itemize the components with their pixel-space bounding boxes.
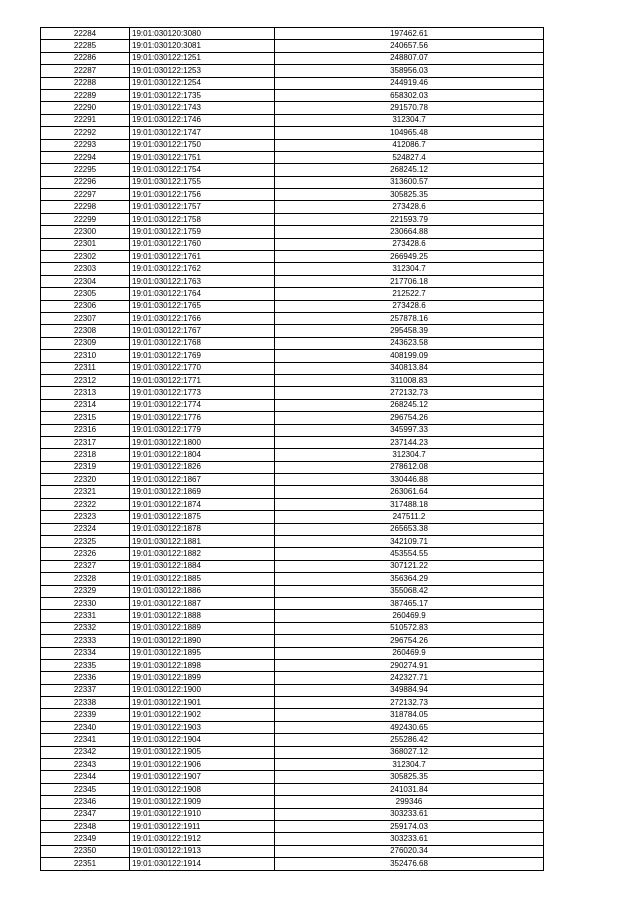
row-number-cell: 22351: [41, 858, 130, 870]
cadastral-number-cell: 19:01:030122:1913: [130, 845, 275, 857]
cadastral-value-cell: 273428.6: [275, 238, 544, 250]
table-row: [41, 858, 544, 870]
table-row: [41, 659, 544, 671]
row-number-cell: 22309: [41, 337, 130, 349]
cadastral-number-cell: 19:01:030122:1907: [130, 771, 275, 783]
cadastral-value-cell: 412086.7: [275, 139, 544, 151]
cadastral-value-cell: 312304.7: [275, 759, 544, 771]
cadastral-number-cell: 19:01:030122:1882: [130, 548, 275, 560]
row-number-cell: 22300: [41, 226, 130, 238]
cadastral-value-cell: 276020.34: [275, 845, 544, 857]
table-row: [41, 684, 544, 696]
cadastral-number-cell: 19:01:030122:1874: [130, 498, 275, 510]
cadastral-number-cell: 19:01:030122:1902: [130, 709, 275, 721]
cadastral-number-cell: 19:01:030122:1887: [130, 597, 275, 609]
cadastral-number-cell: 19:01:030122:1912: [130, 833, 275, 845]
cadastral-value-cell: 312304.7: [275, 449, 544, 461]
cadastral-value-cell: 524827.4: [275, 151, 544, 163]
row-number-cell: 22312: [41, 374, 130, 386]
cadastral-number-cell: 19:01:030122:1767: [130, 325, 275, 337]
cadastral-value-cell: 317488.18: [275, 498, 544, 510]
row-number-cell: 22326: [41, 548, 130, 560]
row-number-cell: 22292: [41, 127, 130, 139]
cadastral-value-cell: 352476.68: [275, 858, 544, 870]
cadastral-number-cell: 19:01:030122:1773: [130, 387, 275, 399]
cadastral-value-cell: 272132.73: [275, 697, 544, 709]
cadastral-value-cell: 295458.39: [275, 325, 544, 337]
table-row: [41, 449, 544, 461]
row-number-cell: 22349: [41, 833, 130, 845]
cadastral-number-cell: 19:01:030122:1901: [130, 697, 275, 709]
cadastral-number-cell: 19:01:030122:1779: [130, 424, 275, 436]
cadastral-number-cell: 19:01:030122:1764: [130, 288, 275, 300]
table-row: [41, 461, 544, 473]
row-number-cell: 22323: [41, 511, 130, 523]
row-number-cell: 22346: [41, 796, 130, 808]
table-row: [41, 213, 544, 225]
row-number-cell: 22347: [41, 808, 130, 820]
cadastral-number-cell: 19:01:030122:1735: [130, 89, 275, 101]
cadastral-number-cell: 19:01:030122:1881: [130, 536, 275, 548]
cadastral-value-cell: 268245.12: [275, 164, 544, 176]
table-row: [41, 635, 544, 647]
table-row: [41, 585, 544, 597]
cadastral-number-cell: 19:01:030122:1899: [130, 672, 275, 684]
cadastral-value-cell: 242327.71: [275, 672, 544, 684]
cadastral-value-cell: 305825.35: [275, 189, 544, 201]
table-row: [41, 734, 544, 746]
table-row: [41, 300, 544, 312]
cadastral-number-cell: 19:01:030122:1760: [130, 238, 275, 250]
row-number-cell: 22313: [41, 387, 130, 399]
table-row: [41, 672, 544, 684]
cadastral-number-cell: 19:01:030122:1754: [130, 164, 275, 176]
table-row: [41, 362, 544, 374]
row-number-cell: 22296: [41, 176, 130, 188]
table-row: [41, 312, 544, 324]
row-number-cell: 22318: [41, 449, 130, 461]
cadastral-number-cell: 19:01:030120:3080: [130, 28, 275, 40]
table-row: [41, 424, 544, 436]
row-number-cell: 22311: [41, 362, 130, 374]
cadastral-value-cell: 243623.58: [275, 337, 544, 349]
cadastral-number-cell: 19:01:030122:1906: [130, 759, 275, 771]
cadastral-number-cell: 19:01:030122:1761: [130, 251, 275, 263]
table-row: [41, 412, 544, 424]
cadastral-value-cell: 368027.12: [275, 746, 544, 758]
cadastral-number-cell: 19:01:030122:1869: [130, 486, 275, 498]
row-number-cell: 22331: [41, 610, 130, 622]
cadastral-value-cell: 658302.03: [275, 89, 544, 101]
cadastral-value-cell: 272132.73: [275, 387, 544, 399]
table-row: [41, 511, 544, 523]
table-row: [41, 746, 544, 758]
row-number-cell: 22342: [41, 746, 130, 758]
row-number-cell: 22288: [41, 77, 130, 89]
row-number-cell: 22319: [41, 461, 130, 473]
cadastral-value-cell: 492430.65: [275, 721, 544, 733]
cadastral-value-cell: 257878.16: [275, 312, 544, 324]
row-number-cell: 22291: [41, 114, 130, 126]
cadastral-number-cell: 19:01:030122:1889: [130, 622, 275, 634]
cadastral-number-cell: 19:01:030122:1914: [130, 858, 275, 870]
cadastral-number-cell: 19:01:030122:1759: [130, 226, 275, 238]
cadastral-value-cell: 303233.61: [275, 808, 544, 820]
cadastral-value-cell: 241031.84: [275, 783, 544, 795]
cadastral-number-cell: 19:01:030122:1763: [130, 275, 275, 287]
cadastral-number-cell: 19:01:030122:1768: [130, 337, 275, 349]
cadastral-number-cell: 19:01:030122:1885: [130, 573, 275, 585]
cadastral-number-cell: 19:01:030122:1908: [130, 783, 275, 795]
row-number-cell: 22315: [41, 412, 130, 424]
table-row: [41, 337, 544, 349]
cadastral-value-cell: 221593.79: [275, 213, 544, 225]
row-number-cell: 22302: [41, 251, 130, 263]
cadastral-value-cell: 296754.26: [275, 635, 544, 647]
table-row: [41, 263, 544, 275]
cadastral-number-cell: 19:01:030122:1890: [130, 635, 275, 647]
row-number-cell: 22299: [41, 213, 130, 225]
cadastral-number-cell: 19:01:030122:1898: [130, 659, 275, 671]
cadastral-number-cell: 19:01:030122:1766: [130, 312, 275, 324]
cadastral-value-cell: 255286.42: [275, 734, 544, 746]
row-number-cell: 22295: [41, 164, 130, 176]
row-number-cell: 22286: [41, 52, 130, 64]
cadastral-number-cell: 19:01:030122:1911: [130, 821, 275, 833]
table-row: [41, 325, 544, 337]
cadastral-value-cell: 408199.09: [275, 350, 544, 362]
table-row: [41, 808, 544, 820]
table-row: [41, 474, 544, 486]
table-row: [41, 436, 544, 448]
cadastral-value-cell: 303233.61: [275, 833, 544, 845]
row-number-cell: 22337: [41, 684, 130, 696]
table-row: [41, 89, 544, 101]
cadastral-number-cell: 19:01:030122:1888: [130, 610, 275, 622]
cadastral-number-cell: 19:01:030122:1886: [130, 585, 275, 597]
cadastral-value-cell: 268245.12: [275, 399, 544, 411]
cadastral-value-cell: 278612.08: [275, 461, 544, 473]
table-row: [41, 65, 544, 77]
table-row: [41, 151, 544, 163]
cadastral-value-cell: 510572.83: [275, 622, 544, 634]
table-row: [41, 399, 544, 411]
table-row: [41, 238, 544, 250]
cadastral-number-cell: 19:01:030122:1875: [130, 511, 275, 523]
cadastral-value-cell: 260469.9: [275, 647, 544, 659]
row-number-cell: 22301: [41, 238, 130, 250]
cadastral-value-cell: 265653.38: [275, 523, 544, 535]
row-number-cell: 22327: [41, 560, 130, 572]
table-row: [41, 28, 544, 40]
cadastral-number-cell: 19:01:030120:3081: [130, 40, 275, 52]
cadastral-number-cell: 19:01:030122:1253: [130, 65, 275, 77]
cadastral-number-cell: 19:01:030122:1758: [130, 213, 275, 225]
cadastral-number-cell: 19:01:030122:1756: [130, 189, 275, 201]
table-row: [41, 251, 544, 263]
cadastral-value-cell: 212522.7: [275, 288, 544, 300]
row-number-cell: 22338: [41, 697, 130, 709]
row-number-cell: 22294: [41, 151, 130, 163]
cadastral-value-cell: 290274.91: [275, 659, 544, 671]
row-number-cell: 22325: [41, 536, 130, 548]
table-row: [41, 573, 544, 585]
cadastral-number-cell: 19:01:030122:1747: [130, 127, 275, 139]
cadastral-value-cell: 312304.7: [275, 263, 544, 275]
row-number-cell: 22345: [41, 783, 130, 795]
cadastral-value-cell: 311008.83: [275, 374, 544, 386]
table-row: [41, 548, 544, 560]
cadastral-value-cell: 240657.56: [275, 40, 544, 52]
cadastral-value-cell: 273428.6: [275, 300, 544, 312]
row-number-cell: 22340: [41, 721, 130, 733]
cadastral-number-cell: 19:01:030122:1251: [130, 52, 275, 64]
row-number-cell: 22330: [41, 597, 130, 609]
cadastral-number-cell: 19:01:030122:1254: [130, 77, 275, 89]
cadastral-value-cell: 305825.35: [275, 771, 544, 783]
table-row: [41, 833, 544, 845]
cadastral-value-cell: 453554.55: [275, 548, 544, 560]
table-row: [41, 139, 544, 151]
row-number-cell: 22285: [41, 40, 130, 52]
table-row: [41, 610, 544, 622]
cadastral-value-cell: 273428.6: [275, 201, 544, 213]
row-number-cell: 22306: [41, 300, 130, 312]
cadastral-number-cell: 19:01:030122:1762: [130, 263, 275, 275]
cadastral-number-cell: 19:01:030122:1770: [130, 362, 275, 374]
cadastral-value-cell: 296754.26: [275, 412, 544, 424]
cadastral-value-cell: 248807.07: [275, 52, 544, 64]
table-row: [41, 114, 544, 126]
cadastral-value-cell: 313600.57: [275, 176, 544, 188]
cadastral-number-cell: 19:01:030122:1909: [130, 796, 275, 808]
cadastral-value-cell: 340813.84: [275, 362, 544, 374]
row-number-cell: 22297: [41, 189, 130, 201]
row-number-cell: 22284: [41, 28, 130, 40]
cadastral-number-cell: 19:01:030122:1884: [130, 560, 275, 572]
cadastral-number-cell: 19:01:030122:1804: [130, 449, 275, 461]
cadastral-value-cell: 299346: [275, 796, 544, 808]
cadastral-value-cell: 307121.22: [275, 560, 544, 572]
table-body: [41, 28, 544, 871]
table-row: [41, 498, 544, 510]
row-number-cell: 22341: [41, 734, 130, 746]
table-row: [41, 486, 544, 498]
row-number-cell: 22324: [41, 523, 130, 535]
row-number-cell: 22328: [41, 573, 130, 585]
row-number-cell: 22332: [41, 622, 130, 634]
table-row: [41, 597, 544, 609]
row-number-cell: 22339: [41, 709, 130, 721]
cadastral-value-cell: 247511.2: [275, 511, 544, 523]
cadastral-value-cell: 318784.05: [275, 709, 544, 721]
table-row: [41, 622, 544, 634]
cadastral-value-cell: 217706.18: [275, 275, 544, 287]
cadastral-value-cell: 345997.33: [275, 424, 544, 436]
cadastral-value-cell: 312304.7: [275, 114, 544, 126]
row-number-cell: 22344: [41, 771, 130, 783]
cadastral-number-cell: 19:01:030122:1776: [130, 412, 275, 424]
table-row: [41, 783, 544, 795]
row-number-cell: 22304: [41, 275, 130, 287]
row-number-cell: 22329: [41, 585, 130, 597]
row-number-cell: 22287: [41, 65, 130, 77]
table-row: [41, 647, 544, 659]
row-number-cell: 22308: [41, 325, 130, 337]
table-row: [41, 127, 544, 139]
cadastral-value-cell: 330446.88: [275, 474, 544, 486]
cadastral-value-cell: 355068.42: [275, 585, 544, 597]
table-row: [41, 201, 544, 213]
table-row: [41, 709, 544, 721]
cadastral-value-cell: 244919.46: [275, 77, 544, 89]
table-row: [41, 845, 544, 857]
cadastral-number-cell: 19:01:030122:1765: [130, 300, 275, 312]
table-row: [41, 374, 544, 386]
table-row: [41, 697, 544, 709]
cadastral-value-cell: 259174.03: [275, 821, 544, 833]
table-row: [41, 176, 544, 188]
table-row: [41, 52, 544, 64]
cadastral-value-cell: 230664.88: [275, 226, 544, 238]
cadastral-value-cell: 291570.78: [275, 102, 544, 114]
cadastral-value-cell: 387465.17: [275, 597, 544, 609]
table-row: [41, 523, 544, 535]
cadastral-number-cell: 19:01:030122:1900: [130, 684, 275, 696]
cadastral-number-cell: 19:01:030122:1878: [130, 523, 275, 535]
row-number-cell: 22350: [41, 845, 130, 857]
table-row: [41, 226, 544, 238]
row-number-cell: 22314: [41, 399, 130, 411]
row-number-cell: 22320: [41, 474, 130, 486]
table-row: [41, 536, 544, 548]
cadastral-number-cell: 19:01:030122:1774: [130, 399, 275, 411]
row-number-cell: 22298: [41, 201, 130, 213]
row-number-cell: 22335: [41, 659, 130, 671]
cadastral-number-cell: 19:01:030122:1895: [130, 647, 275, 659]
cadastral-value-cell: 349884.94: [275, 684, 544, 696]
cadastral-number-cell: 19:01:030122:1904: [130, 734, 275, 746]
table-row: [41, 350, 544, 362]
row-number-cell: 22317: [41, 436, 130, 448]
cadastral-number-cell: 19:01:030122:1750: [130, 139, 275, 151]
row-number-cell: 22305: [41, 288, 130, 300]
cadastral-number-cell: 19:01:030122:1771: [130, 374, 275, 386]
cadastral-value-cell: 356364.29: [275, 573, 544, 585]
row-number-cell: 22343: [41, 759, 130, 771]
cadastral-value-cell: 358956.03: [275, 65, 544, 77]
table-row: [41, 796, 544, 808]
table-row: [41, 189, 544, 201]
cadastral-value-cell: 266949.25: [275, 251, 544, 263]
cadastral-number-cell: 19:01:030122:1910: [130, 808, 275, 820]
row-number-cell: 22348: [41, 821, 130, 833]
cadastral-value-cell: 260469.9: [275, 610, 544, 622]
row-number-cell: 22321: [41, 486, 130, 498]
table-row: [41, 759, 544, 771]
cadastral-number-cell: 19:01:030122:1755: [130, 176, 275, 188]
cadastral-value-cell: 197462.61: [275, 28, 544, 40]
row-number-cell: 22333: [41, 635, 130, 647]
table-row: [41, 102, 544, 114]
row-number-cell: 22316: [41, 424, 130, 436]
table-row: [41, 721, 544, 733]
cadastral-value-cell: 263061.64: [275, 486, 544, 498]
row-number-cell: 22322: [41, 498, 130, 510]
row-number-cell: 22290: [41, 102, 130, 114]
table-row: [41, 77, 544, 89]
cadastral-value-table: [40, 27, 544, 871]
row-number-cell: 22310: [41, 350, 130, 362]
cadastral-number-cell: 19:01:030122:1751: [130, 151, 275, 163]
cadastral-number-cell: 19:01:030122:1826: [130, 461, 275, 473]
table-row: [41, 771, 544, 783]
table-row: [41, 275, 544, 287]
table-row: [41, 560, 544, 572]
table-row: [41, 821, 544, 833]
cadastral-value-cell: 104965.48: [275, 127, 544, 139]
cadastral-number-cell: 19:01:030122:1757: [130, 201, 275, 213]
row-number-cell: 22289: [41, 89, 130, 101]
cadastral-number-cell: 19:01:030122:1743: [130, 102, 275, 114]
cadastral-number-cell: 19:01:030122:1867: [130, 474, 275, 486]
cadastral-number-cell: 19:01:030122:1746: [130, 114, 275, 126]
cadastral-value-cell: 342109.71: [275, 536, 544, 548]
cadastral-number-cell: 19:01:030122:1905: [130, 746, 275, 758]
cadastral-value-cell: 237144.23: [275, 436, 544, 448]
cadastral-number-cell: 19:01:030122:1800: [130, 436, 275, 448]
row-number-cell: 22303: [41, 263, 130, 275]
table-row: [41, 164, 544, 176]
row-number-cell: 22334: [41, 647, 130, 659]
row-number-cell: 22307: [41, 312, 130, 324]
cadastral-number-cell: 19:01:030122:1903: [130, 721, 275, 733]
row-number-cell: 22336: [41, 672, 130, 684]
table-row: [41, 288, 544, 300]
table-row: [41, 40, 544, 52]
row-number-cell: 22293: [41, 139, 130, 151]
table-row: [41, 387, 544, 399]
cadastral-number-cell: 19:01:030122:1769: [130, 350, 275, 362]
